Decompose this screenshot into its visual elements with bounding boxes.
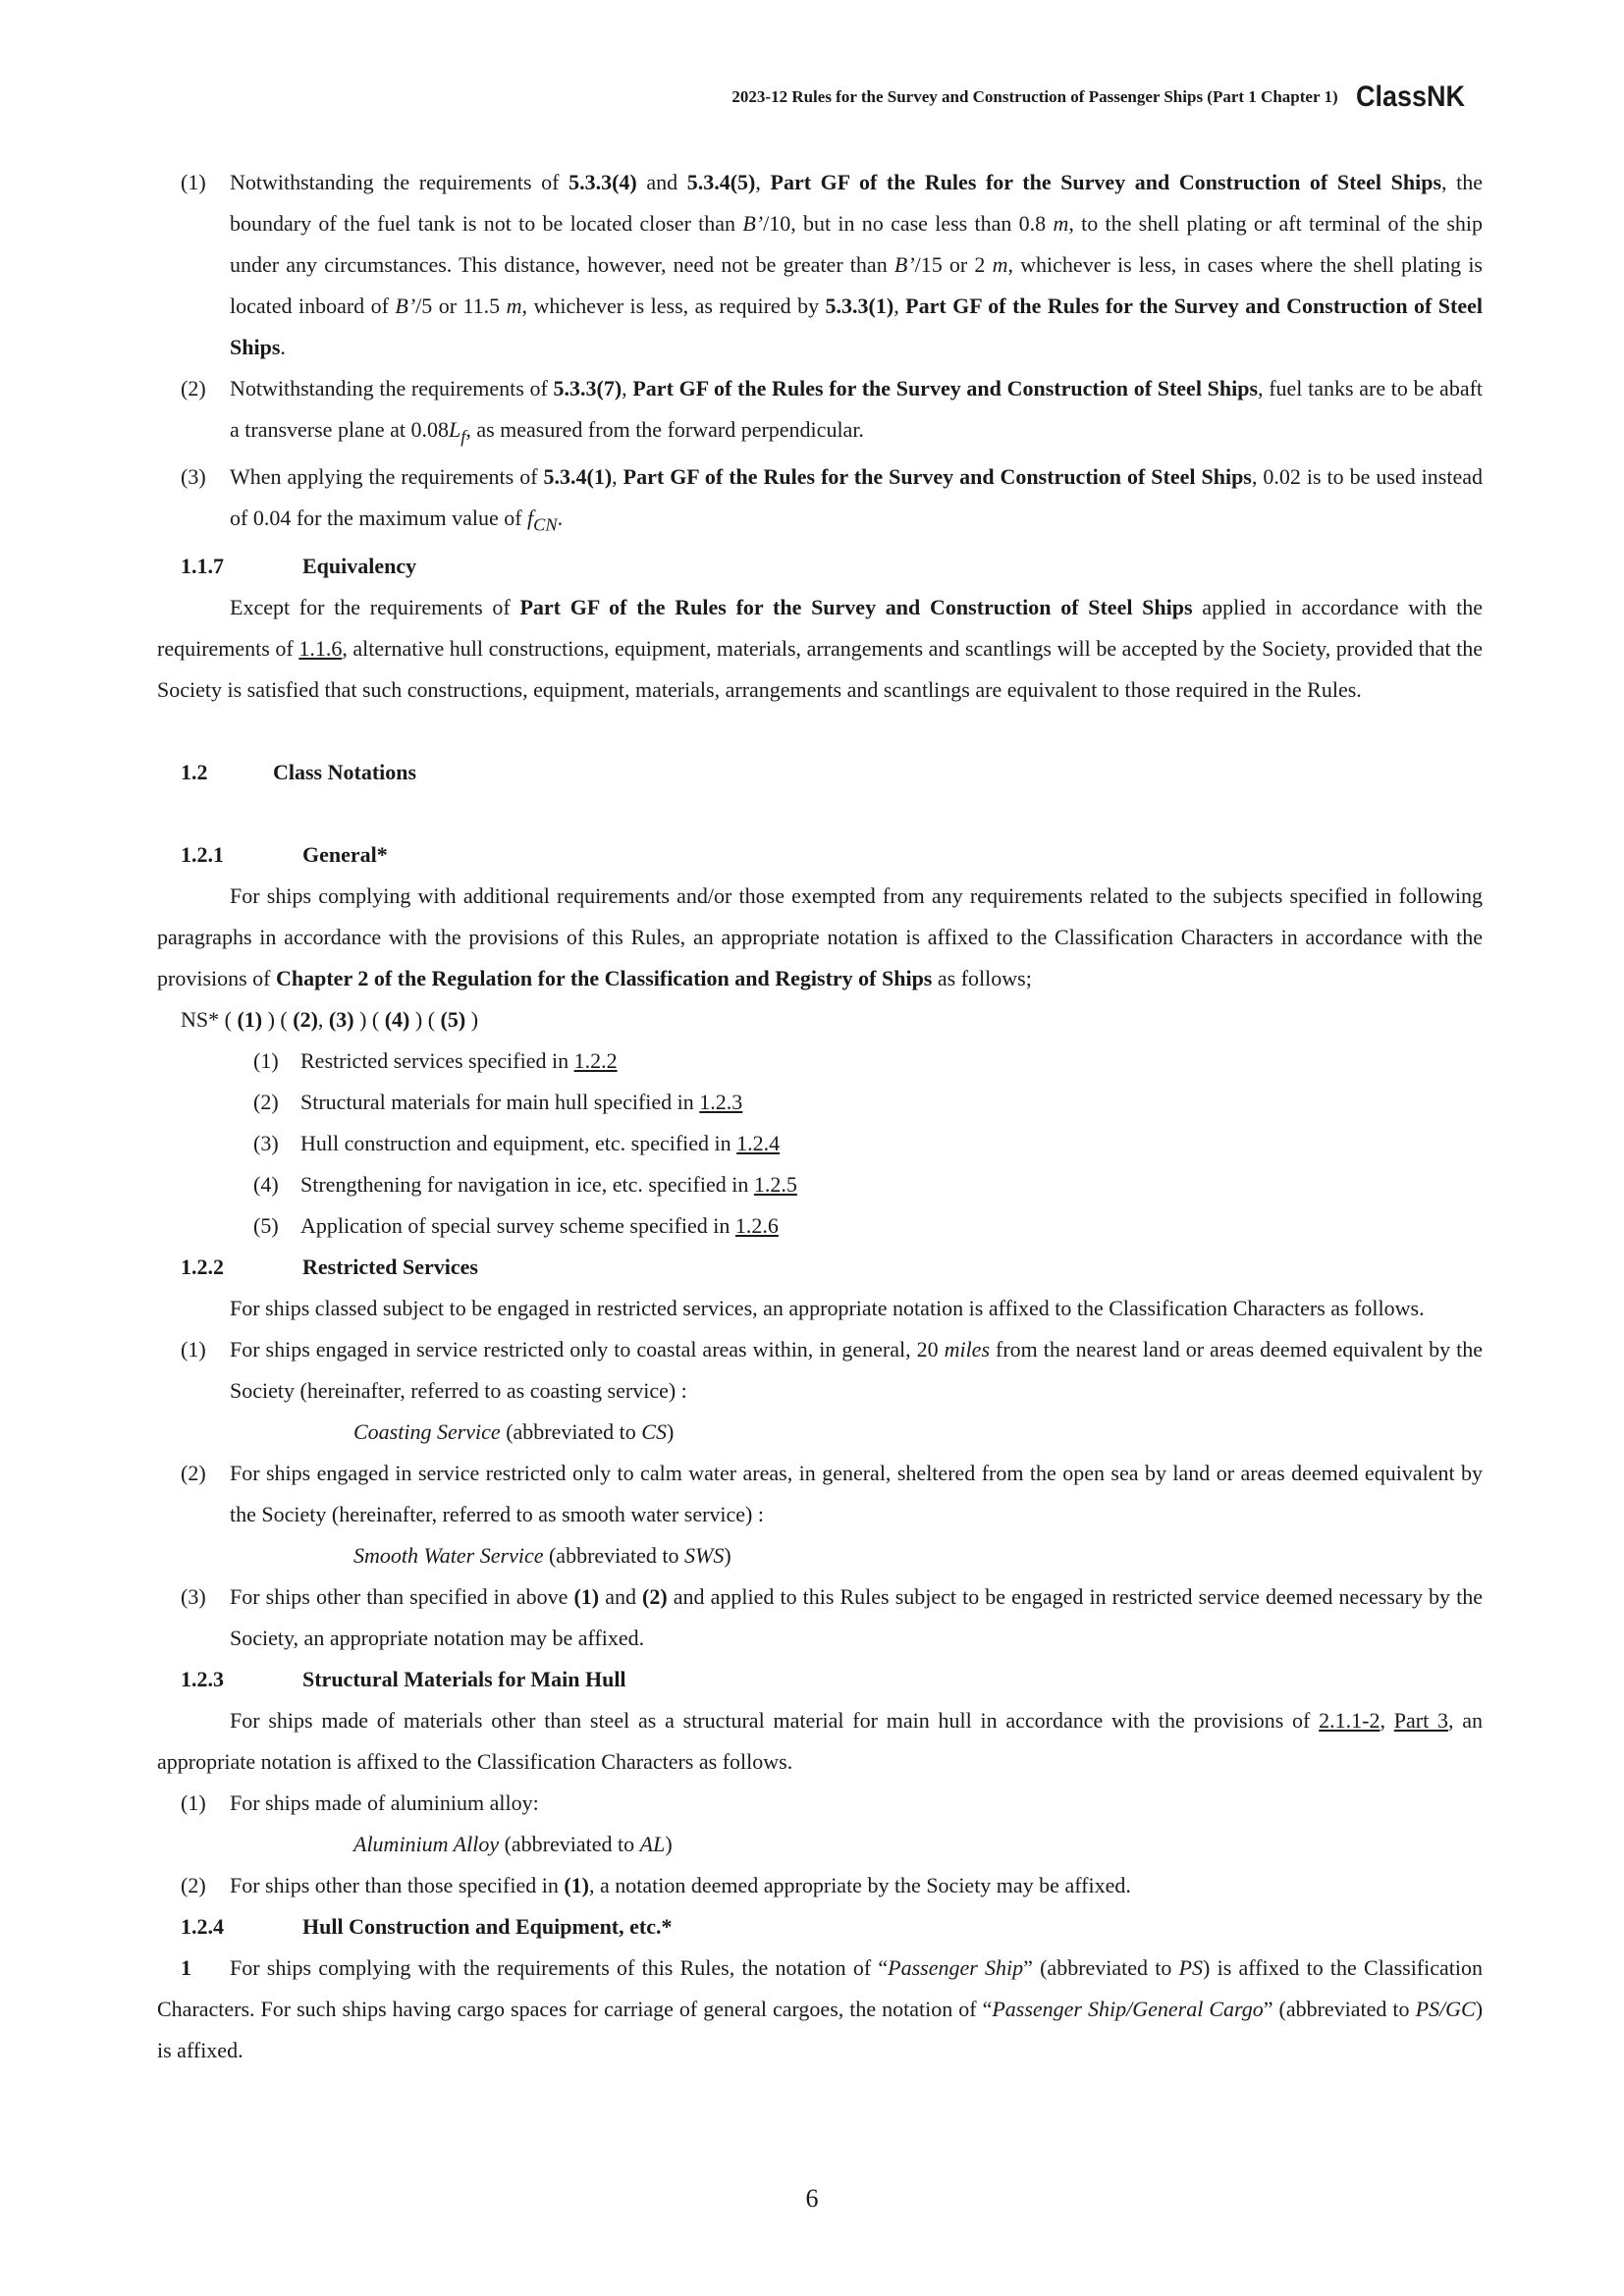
ref-bold: (4) bbox=[384, 1006, 410, 1032]
text: , 0.02 is to be used instead of 0.04 for the maximum value of bbox=[230, 464, 1484, 531]
section-title: Hull Construction and Equipment, etc.* bbox=[302, 1913, 673, 1939]
italic-unit: miles bbox=[944, 1336, 991, 1362]
text: ) bbox=[724, 1542, 731, 1568]
text: as follows; bbox=[932, 965, 1032, 990]
text: ) bbox=[666, 1418, 675, 1444]
text: , the boundary of the fuel tank is not to be located closer than bbox=[230, 170, 1484, 236]
paragraph bbox=[157, 1948, 1483, 2071]
list-item bbox=[157, 368, 1483, 456]
item-number: (1) bbox=[253, 1047, 279, 1073]
item-number: (1) bbox=[181, 170, 206, 194]
list-item bbox=[157, 162, 1483, 368]
section-heading-1-2-4 bbox=[157, 1906, 1483, 1948]
text: . bbox=[280, 335, 286, 359]
paragraph bbox=[157, 876, 1483, 999]
text: Notwithstanding the requirements of bbox=[230, 376, 554, 400]
subscript: CN bbox=[533, 514, 558, 535]
section-number: 1.2.4 bbox=[181, 1913, 224, 1939]
notation-name: Passenger Ship/General Cargo bbox=[992, 1996, 1264, 2021]
item-number: (2) bbox=[253, 1089, 279, 1114]
ref-bold: Part GF of the Rules for the Survey and Construction of Steel Ships bbox=[230, 294, 1483, 359]
paragraph-number: 1 bbox=[181, 1954, 191, 1980]
text: /10, but in no case less than 0.8 bbox=[763, 211, 1054, 236]
text: For ships complying with the requirements of this Rules, the notation of “ bbox=[230, 1954, 889, 1980]
list-item bbox=[157, 1164, 1483, 1205]
paragraph bbox=[157, 1700, 1483, 1783]
item-number: (1) bbox=[181, 1789, 206, 1815]
list-item bbox=[157, 1041, 1483, 1082]
text: (abbreviated to bbox=[543, 1542, 685, 1568]
text: ) is affixed to the Classification Characters. For such ships having cargo spaces for carriage of general cargoes, the notation of “ bbox=[157, 1954, 1483, 2021]
text: ) ( bbox=[353, 1006, 385, 1032]
text: ) is affixed. bbox=[157, 1996, 1484, 2062]
text: , whichever is less, in cases where the shell plating is located inboard of bbox=[230, 252, 1483, 318]
text: , bbox=[612, 464, 623, 490]
text: ) ( bbox=[262, 1006, 294, 1032]
cross-reference-link[interactable]: 1.1.6 bbox=[298, 635, 343, 661]
notation-name: Smooth Water Service bbox=[353, 1542, 544, 1568]
cross-reference-link[interactable]: 1.2.3 bbox=[699, 1089, 743, 1114]
list-item bbox=[157, 1865, 1483, 1906]
section-title: General* bbox=[302, 841, 388, 867]
cross-reference-link[interactable]: 2.1.1-2 bbox=[1319, 1707, 1380, 1733]
paragraph bbox=[157, 587, 1483, 711]
section-title: Structural Materials for Main Hull bbox=[302, 1666, 626, 1691]
page-header bbox=[731, 80, 1477, 114]
text: NS* ( bbox=[181, 1006, 238, 1032]
section-heading-1-2-1 bbox=[157, 834, 1483, 876]
text: For ships other than specified in above bbox=[230, 1583, 574, 1609]
text: and applied to this Rules subject to be engaged in restricted service deemed necessary by the Society, an appropriate notation may be affixed. bbox=[230, 1583, 1483, 1650]
italic-unit: m bbox=[992, 252, 1008, 277]
section-number: 1.2.3 bbox=[181, 1666, 224, 1691]
ref-bold: 5.3.3(1) bbox=[825, 294, 894, 318]
text: Hull construction and equipment, etc. specified in bbox=[300, 1130, 737, 1155]
text: , to the shell plating or aft terminal of the ship under any circumstances. This distance, however, need not be greater than bbox=[230, 211, 1483, 277]
text: /15 or 2 bbox=[914, 252, 993, 277]
text: , bbox=[893, 294, 906, 318]
list-item bbox=[157, 1329, 1483, 1412]
italic-unit: m bbox=[1053, 211, 1069, 236]
document-body bbox=[157, 162, 1483, 2071]
text: For ships engaged in service restricted only to coastal areas within, in general, 20 bbox=[230, 1336, 945, 1362]
text: , alternative hull constructions, equipment, materials, arrangements and scantlings will be accepted by the Society, provided that the Society is satisfied that such constructions, equipment, materials, arrangements and scantlings are equivalent to those required in the Rules. bbox=[157, 635, 1483, 702]
text: , fuel tanks are to be abaft a transverse plane at 0.08 bbox=[230, 376, 1484, 442]
section-heading-1-2-3 bbox=[157, 1659, 1483, 1700]
text: , bbox=[1380, 1707, 1394, 1733]
text: Restricted services specified in bbox=[300, 1047, 574, 1073]
notation-abbrev: SWS bbox=[684, 1542, 725, 1568]
ref-bold: 5.3.4(1) bbox=[543, 464, 613, 490]
ref-bold: (2) bbox=[293, 1006, 318, 1032]
text: (abbreviated to bbox=[500, 1418, 642, 1444]
notation-line bbox=[157, 1824, 1483, 1865]
notation-abbrev: PS bbox=[1178, 1954, 1204, 1980]
notation-name: Coasting Service bbox=[353, 1418, 501, 1444]
text: , whichever is less, as required by bbox=[521, 294, 826, 318]
list-item bbox=[157, 1082, 1483, 1123]
ref-bold: 5.3.4(5) bbox=[686, 170, 756, 194]
text: Notwithstanding the requirements of bbox=[230, 170, 569, 194]
ref-bold: 5.3.3(4) bbox=[568, 170, 637, 194]
item-number: (1) bbox=[181, 1336, 206, 1362]
text: , as measured from the forward perpendicular. bbox=[465, 417, 864, 442]
ref-bold: Part GF of the Rules for the Survey and Construction of Steel Ships bbox=[770, 170, 1442, 194]
list-item bbox=[157, 456, 1483, 545]
section-number: 1.2.1 bbox=[181, 841, 224, 867]
text: For ships engaged in service restricted only to calm water areas, in general, sheltered from the open sea by land or areas deemed equivalent by the Society (hereinafter, referred to as smooth water service) : bbox=[230, 1460, 1483, 1526]
text: /5 or 11.5 bbox=[415, 294, 507, 318]
italic-symbol: B’ bbox=[395, 294, 416, 318]
classnk-logo: ClassNK bbox=[1355, 80, 1465, 113]
text: ) bbox=[465, 1006, 479, 1032]
text: Application of special survey scheme specified in bbox=[300, 1212, 735, 1238]
text: . bbox=[557, 506, 564, 531]
italic-symbol: f bbox=[527, 506, 534, 531]
section-heading-1-2-2 bbox=[157, 1247, 1483, 1288]
subscript: f bbox=[460, 426, 466, 447]
text: For ships made of aluminium alloy: bbox=[230, 1789, 539, 1815]
item-number: (5) bbox=[253, 1212, 279, 1238]
italic-symbol: L bbox=[448, 417, 461, 442]
list-item bbox=[157, 1783, 1483, 1824]
section-number: 1.2 bbox=[181, 759, 208, 784]
text: For ships other than those specified in bbox=[230, 1872, 565, 1897]
text: , bbox=[317, 1006, 329, 1032]
ref-bold: (2) bbox=[642, 1583, 668, 1609]
item-number: (2) bbox=[181, 1872, 206, 1897]
text: ” (abbreviated to bbox=[1023, 1954, 1179, 1980]
section-heading-1-1-7 bbox=[157, 546, 1483, 587]
ref-bold: (3) bbox=[328, 1006, 354, 1032]
text: and bbox=[636, 170, 687, 194]
text: (abbreviated to bbox=[499, 1831, 640, 1856]
item-number: (2) bbox=[181, 376, 206, 400]
notation-abbrev: CS bbox=[641, 1418, 667, 1444]
notation-formula bbox=[157, 999, 1483, 1041]
text: Except for the requirements of bbox=[230, 594, 520, 619]
cross-reference-link[interactable]: 1.2.4 bbox=[736, 1130, 781, 1155]
section-number: 1.2.2 bbox=[181, 1254, 224, 1279]
text: For ships complying with additional requirements and/or those exempted from any requirements related to the subjects specified in following paragraphs in accordance with the provisions of this Rules, an appropriate notation is affixed to the Classification Characters in accordance with the provisions of bbox=[157, 882, 1483, 990]
section-title: Equivalency bbox=[302, 553, 417, 578]
text: For ships made of materials other than steel as a structural material for main hull in accordance with the provisions of bbox=[230, 1707, 1320, 1733]
notation-line bbox=[157, 1412, 1483, 1453]
notation-line bbox=[157, 1535, 1483, 1576]
section-title: Restricted Services bbox=[302, 1254, 478, 1279]
text: and bbox=[599, 1583, 643, 1609]
item-number: (3) bbox=[181, 464, 206, 490]
notation-name: Aluminium Alloy bbox=[353, 1831, 500, 1856]
ref-bold: Part GF of the Rules for the Survey and Construction of Steel Ships bbox=[623, 464, 1252, 490]
list-item bbox=[157, 1576, 1483, 1659]
section-number: 1.1.7 bbox=[181, 553, 224, 578]
ref-bold: Chapter 2 of the Regulation for the Classification and Registry of Ships bbox=[276, 965, 933, 990]
paragraph: For ships classed subject to be engaged in restricted services, an appropriate notation is affixed to the Classification Characters as follows. bbox=[230, 1295, 1425, 1320]
section-title: Class Notations bbox=[273, 759, 417, 784]
text: , bbox=[622, 376, 633, 400]
italic-symbol: B’ bbox=[893, 252, 915, 277]
ref-bold: Part GF of the Rules for the Survey and Construction of Steel Ships bbox=[632, 376, 1259, 400]
text: from the nearest land or areas deemed equivalent by the Society (hereinafter, referred to as coasting service) : bbox=[230, 1336, 1484, 1403]
section-heading-1-2 bbox=[157, 752, 1483, 793]
cross-reference-link[interactable]: 1.2.6 bbox=[734, 1212, 779, 1238]
list-item bbox=[157, 1205, 1483, 1247]
ref-bold: (1) bbox=[237, 1006, 263, 1032]
item-number: (3) bbox=[253, 1130, 279, 1155]
item-number: (2) bbox=[181, 1460, 206, 1485]
notation-abbrev: PS/GC bbox=[1415, 1996, 1476, 2021]
text: ) ( bbox=[409, 1006, 441, 1032]
header-title: 2023-12 Rules for the Survey and Construction of Passenger Ships (Part 1 Chapter 1) bbox=[731, 87, 1338, 106]
notation-abbrev: AL bbox=[639, 1831, 666, 1856]
text: Strengthening for navigation in ice, etc. specified in bbox=[300, 1171, 754, 1197]
text: ” (abbreviated to bbox=[1263, 1996, 1416, 2021]
list-item bbox=[157, 1123, 1483, 1164]
text: , bbox=[755, 170, 771, 194]
ref-bold: Part GF of the Rules for the Survey and Construction of Steel Ships bbox=[519, 594, 1193, 619]
ref-bold: (5) bbox=[440, 1006, 466, 1032]
italic-unit: m bbox=[506, 294, 522, 318]
notation-name: Passenger Ship bbox=[888, 1954, 1024, 1980]
text: Structural materials for main hull specified in bbox=[300, 1089, 700, 1114]
ref-bold: (1) bbox=[573, 1583, 600, 1609]
item-number: (4) bbox=[253, 1171, 279, 1197]
italic-symbol: B’ bbox=[742, 211, 764, 236]
ref-bold: (1) bbox=[564, 1872, 589, 1897]
cross-reference-link[interactable]: Part 3 bbox=[1393, 1707, 1448, 1733]
text: applied in accordance with the requirements of bbox=[157, 594, 1484, 661]
cross-reference-link[interactable]: 1.2.5 bbox=[753, 1171, 797, 1197]
list-item bbox=[157, 1453, 1483, 1535]
text: When applying the requirements of bbox=[230, 464, 544, 490]
text: ) bbox=[665, 1831, 673, 1856]
cross-reference-link[interactable]: 1.2.2 bbox=[573, 1047, 618, 1073]
item-number: (3) bbox=[181, 1583, 206, 1609]
text: , a notation deemed appropriate by the Society may be affixed. bbox=[589, 1872, 1131, 1897]
page-number: 6 bbox=[805, 2184, 819, 2213]
ref-bold: 5.3.3(7) bbox=[553, 376, 623, 400]
text: , an appropriate notation is affixed to the Classification Characters as follows. bbox=[157, 1707, 1484, 1774]
